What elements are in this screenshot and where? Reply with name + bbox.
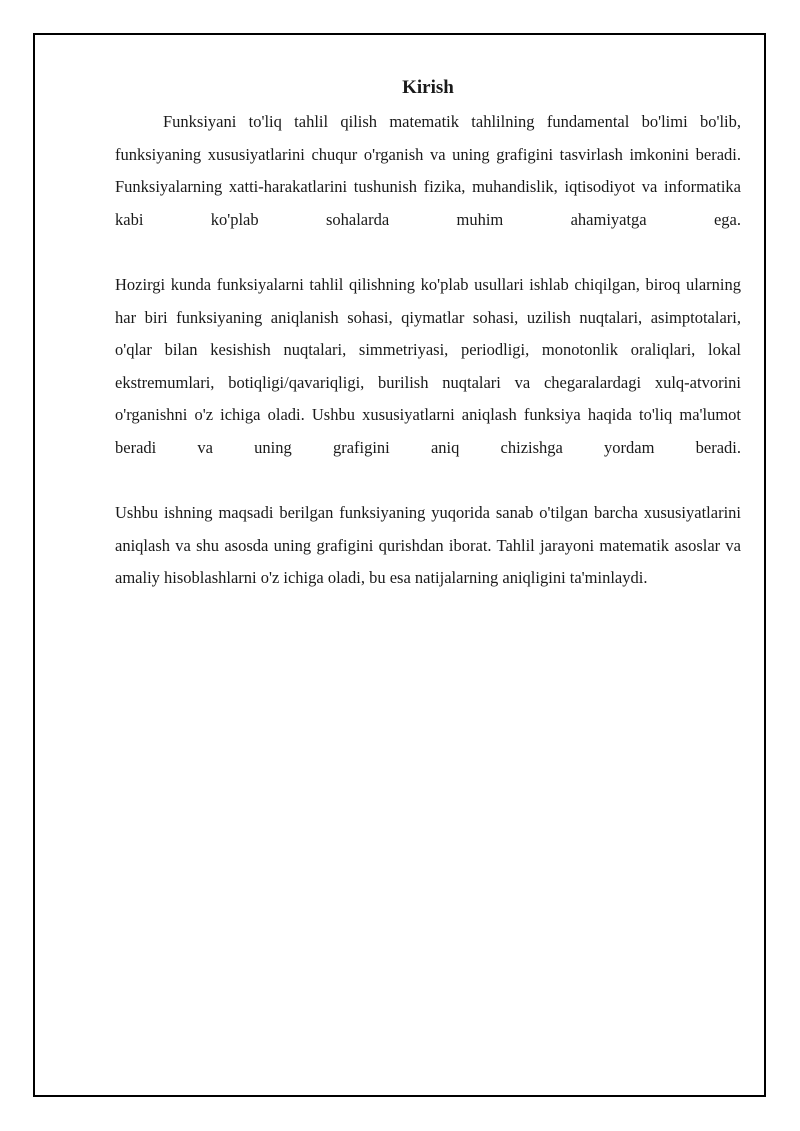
paragraph-methods: Hozirgi kunda funksiyalarni tahlil qilishning ko'plab usullari ishlab chiqilgan, biroq ularning har biri funksiyaning aniqlanish sohasi, qiymatlar sohasi, uzilish nuqtalari, asimptotalari, o'qlar bilan kesishish nuqtalari, simmetriyasi, periodligi, monotonlik oraliqlari, lokal ekstremumlari, botiqligi/qavariqligi, burilish nuqtalari va chegaralardagi xulq-atvorini o'rganishni o'z ichiga oladi. Ushbu xususiyatlarni aniqlash funksiya haqida to'liq ma'lumot beradi va uning grafigini aniq chizishga yordam beradi. xyxy=(115,274,741,457)
document-title: Kirish xyxy=(402,77,454,98)
paragraph-intro: Funksiyani to'liq tahlil qilish matematik tahlilning fundamental bo'limi bo'lib, funksiyaning xususiyatlarini chuqur o'rganish va uning grafigini tasvirlash imkonini beradi. Funksiyalarning xatti-harakatlarini tushunish fizika, muhandislik, iqtisodiyot va informatika kabi ko'plab sohalarda muhim ahamiyatga ega. xyxy=(115,112,741,229)
paragraph-goal: Ushbu ishning maqsadi berilgan funksiyaning yuqorida sanab o'tilgan barcha xususiyatlarini aniqlash va shu asosda uning grafigini qurishdan iborat. Tahlil jarayoni matematik asoslar va amaliy hisoblashlarni o'z ichiga oladi, bu esa natijalarning aniqligini ta'minlaydi. xyxy=(115,503,741,588)
document-body xyxy=(115,75,741,628)
